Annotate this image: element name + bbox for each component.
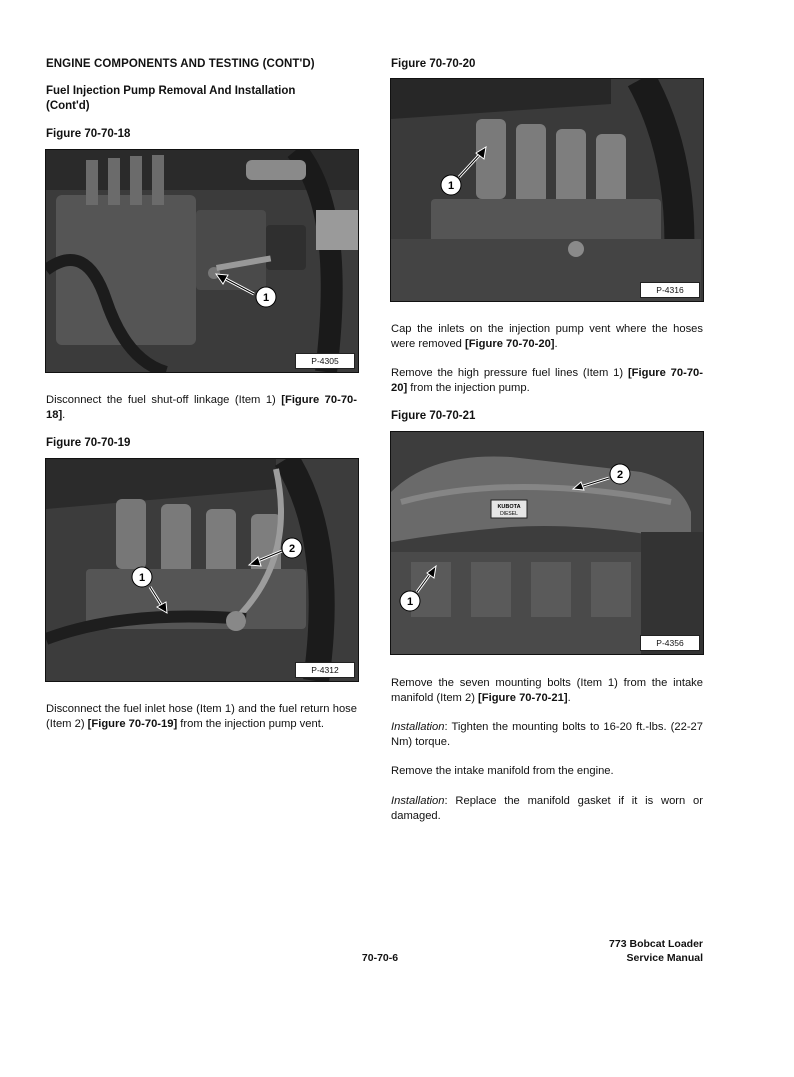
figure-20-illustration — [391, 79, 703, 301]
paragraph-remove-manifold: Remove the intake manifold from the engine. — [391, 765, 614, 777]
figure-21-tag-line1: KUBOTA — [497, 504, 521, 510]
paragraph-disconnect-linkage-end: . — [62, 409, 66, 421]
paragraph-disconnect-hoses-end: from the injection pump vent. — [177, 718, 324, 730]
paragraph-disconnect-hoses — [46, 702, 357, 732]
figure-21-tag-line2: DIESEL — [500, 511, 518, 517]
figure-20-label: Figure 70-70-20 — [391, 58, 476, 70]
paragraph-installation-gasket — [391, 794, 703, 824]
figure-19-illustration — [46, 459, 358, 681]
subsection-title-line1: Fuel Injection Pump Removal And Installation — [46, 85, 296, 97]
figure-19-callout-1: 1 — [138, 572, 146, 584]
section-title: ENGINE COMPONENTS AND TESTING (CONT'D) — [46, 58, 315, 70]
figure-reference: [Figure 70-70-18] — [46, 394, 357, 421]
paragraph-remove-bolts-end: . — [567, 692, 571, 704]
subsection-title — [46, 84, 295, 114]
figure-21-photo-code: P-4356 — [640, 635, 700, 651]
figure-21-label: Figure 70-70-21 — [391, 410, 476, 422]
paragraph-installation-torque — [391, 720, 703, 750]
figure-18-illustration — [46, 150, 358, 372]
figure-reference: [Figure 70-70-21] — [478, 692, 568, 704]
subsection-title-line2: (Cont'd) — [46, 100, 90, 112]
paragraph-cap-inlets — [391, 322, 703, 352]
figure-19-label: Figure 70-70-19 — [46, 437, 131, 449]
figure-reference: [Figure 70-70-19] — [87, 718, 178, 730]
figure-19-callout-2: 2 — [288, 543, 296, 555]
paragraph-remove-bolts-text: Remove the seven mounting bolts (Item 1) from the intake manifold (Item 2) — [391, 677, 703, 704]
page-number: 70-70-6 — [361, 952, 399, 964]
manual-title — [553, 937, 703, 965]
manual-title-line1: 773 Bobcat Loader — [609, 938, 703, 950]
paragraph-cap-inlets-end: . — [554, 338, 558, 350]
figure-21-photo — [390, 431, 704, 655]
figure-18-photo — [45, 149, 359, 373]
figure-19-photo — [45, 458, 359, 682]
figure-reference: [Figure 70-70-20] — [465, 338, 555, 350]
figure-21-callout-2: 2 — [616, 469, 624, 481]
installation-label: Installation — [391, 721, 445, 733]
figure-21-callout-1: 1 — [406, 596, 414, 608]
manual-title-line2: Service Manual — [626, 952, 703, 964]
figure-reference: [Figure 70-70-20] — [391, 367, 704, 394]
figure-18-photo-code: P-4305 — [295, 353, 355, 369]
figure-20-callout-1: 1 — [447, 180, 455, 192]
paragraph-installation-gasket-text: : Replace the manifold gasket if it is worn or damaged. — [391, 795, 703, 822]
paragraph-remove-bolts — [391, 676, 703, 706]
paragraph-remove-lines-text: Remove the high pressure fuel lines (Item 1) — [391, 367, 628, 379]
paragraph-cap-inlets-text: Cap the inlets on the injection pump vent where the hoses were removed — [391, 323, 703, 350]
figure-20-photo — [390, 78, 704, 302]
figure-18-label: Figure 70-70-18 — [46, 128, 131, 140]
figure-21-illustration — [391, 432, 703, 654]
paragraph-disconnect-linkage-text: Disconnect the fuel shut-off linkage (Item 1) — [46, 394, 282, 406]
figure-19-photo-code: P-4312 — [295, 662, 355, 678]
figure-20-photo-code: P-4316 — [640, 282, 700, 298]
paragraph-remove-lines-end: from the injection pump. — [407, 382, 530, 394]
paragraph-disconnect-hoses-text: Disconnect the fuel inlet hose (Item 1) and the fuel return hose (Item 2) — [46, 703, 357, 730]
installation-label: Installation — [391, 795, 445, 807]
paragraph-disconnect-linkage — [46, 393, 357, 423]
paragraph-installation-torque-text: : Tighten the mounting bolts to 16-20 ft.-lbs. (22-27 Nm) torque. — [391, 721, 703, 748]
paragraph-remove-lines — [391, 366, 703, 396]
figure-18-callout-1: 1 — [262, 292, 270, 304]
